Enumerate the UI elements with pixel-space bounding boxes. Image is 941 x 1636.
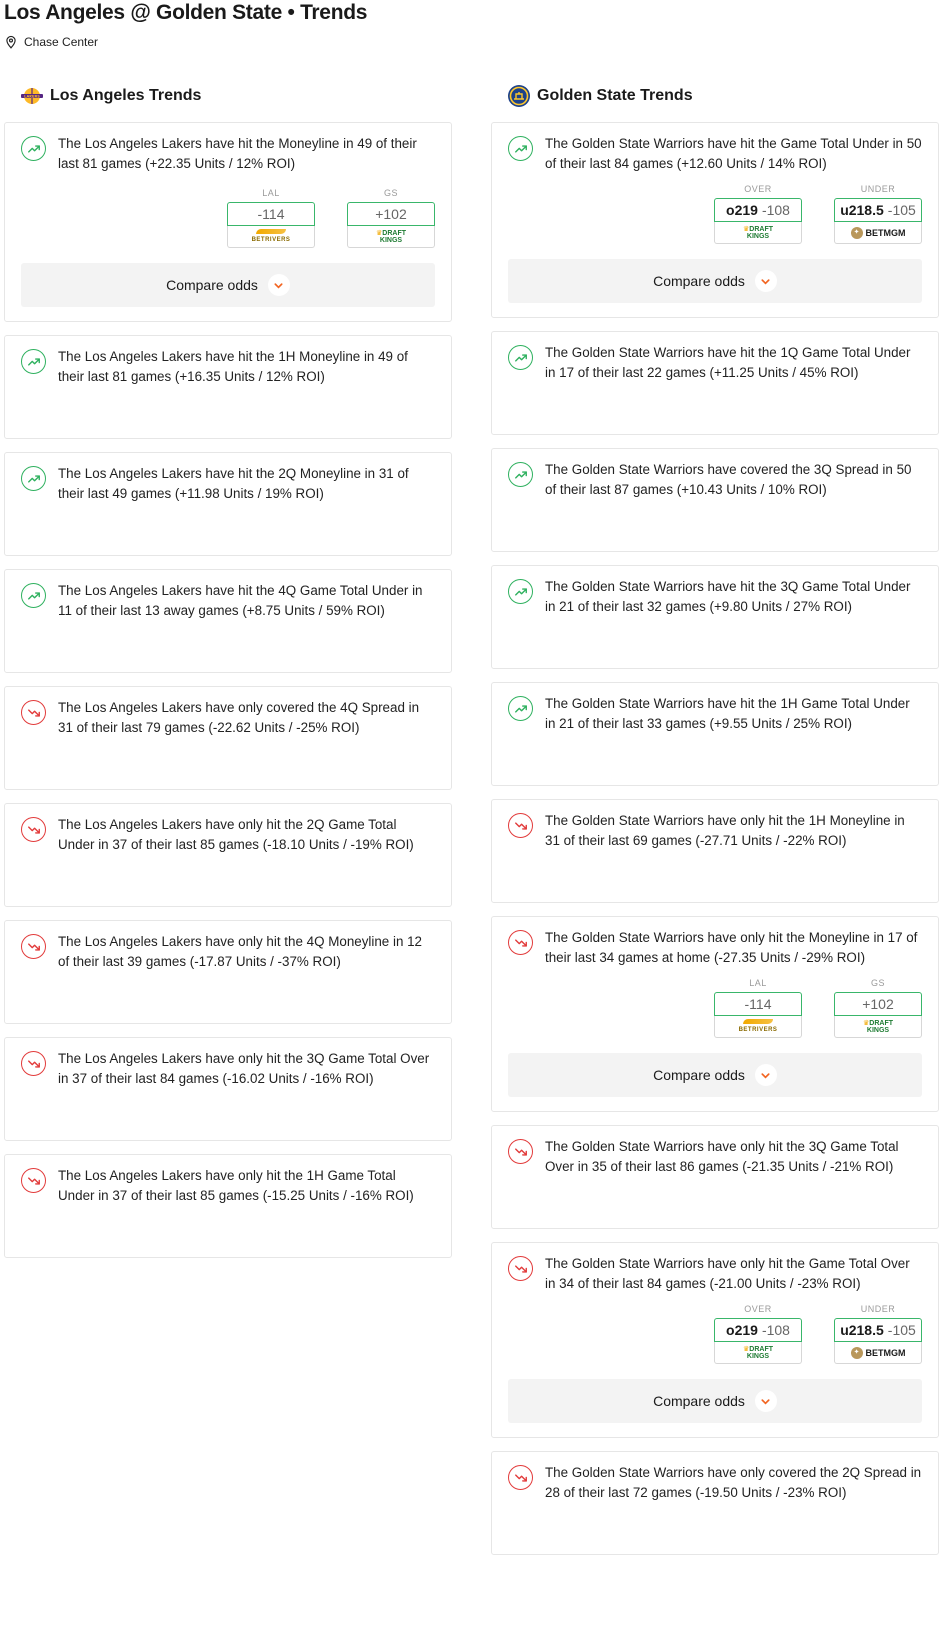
odds-price-button[interactable]: [714, 992, 802, 1016]
odds-option-under[interactable]: [834, 1304, 922, 1364]
odds-option-lal[interactable]: [227, 188, 315, 248]
odds-option-over[interactable]: [714, 184, 802, 244]
odds-row: [21, 188, 435, 248]
book-name-top: DRAFT: [749, 225, 773, 233]
trend-down-icon: [508, 930, 533, 955]
odds-price: +102: [862, 996, 894, 1012]
trend-card: [4, 803, 452, 907]
odds-price-button[interactable]: [834, 1318, 922, 1342]
trend-text: The Golden State Warriors have covered the 3Q Spread in 50 of their last 87 games (+10.43 Units / 10% ROI): [545, 462, 912, 497]
trend-card: [4, 1037, 452, 1141]
trend-card: [4, 452, 452, 556]
trend-card: [491, 448, 939, 552]
warriors-logo-icon: [507, 84, 531, 108]
trend-card: [491, 1125, 939, 1229]
trend-up-icon: [508, 579, 533, 604]
book-name-bottom: KINGS: [746, 1352, 770, 1360]
venue: [4, 35, 367, 49]
page-header: [4, 0, 367, 49]
trend-card: [491, 122, 939, 318]
trend-down-icon: [21, 817, 46, 842]
betrivers-logo-icon: [714, 1016, 802, 1038]
odds-line: u218.5: [840, 202, 884, 218]
trend-text: The Golden State Warriors have only covered the 2Q Spread in 28 of their last 72 games (-19.50 Units / -23% ROI): [545, 1465, 922, 1500]
trend-card: [4, 122, 452, 322]
column-title: Golden State Trends: [537, 87, 693, 104]
trend-down-icon: [508, 1465, 533, 1490]
trend-text: The Golden State Warriors have only hit the 1H Moneyline in 31 of their last 69 games (-27.71 Units / -22% ROI): [545, 813, 905, 848]
odds-price-button[interactable]: [834, 198, 922, 222]
trend-card: [4, 335, 452, 439]
odds-line: o219: [726, 1322, 758, 1338]
compare-odds-label: Compare odds: [653, 1393, 745, 1409]
odds-price-button[interactable]: [227, 202, 315, 226]
trend-text: The Los Angeles Lakers have only hit the 2Q Game Total Under in 37 of their last 85 games (-18.10 Units / -19% ROI): [58, 817, 414, 852]
book-name: BETMGM: [865, 227, 906, 238]
page-title: Los Angeles @ Golden State • Trends: [4, 1, 368, 24]
chevron-down-icon: [755, 1064, 777, 1086]
trend-card: [491, 799, 939, 903]
odds-row: [508, 1304, 922, 1364]
book-name-bottom: KINGS: [379, 236, 403, 244]
lakers-logo-icon: [20, 84, 44, 108]
trend-up-icon: [21, 466, 46, 491]
compare-odds-button[interactable]: [508, 1379, 922, 1423]
odds-price: -114: [257, 206, 285, 222]
trend-text: The Los Angeles Lakers have only hit the 4Q Moneyline in 12 of their last 39 games (-17.87 Units / -37% ROI): [58, 934, 423, 969]
trend-up-icon: [21, 136, 46, 161]
odds-label: GS: [383, 188, 398, 198]
column-title: Los Angeles Trends: [50, 87, 202, 104]
trend-card: [4, 686, 452, 790]
book-name-top: DRAFT: [869, 1019, 893, 1027]
trend-down-icon: [508, 1139, 533, 1164]
draftkings-logo-icon: ♛DRAFT KINGS: [347, 226, 435, 248]
book-name-bottom: KINGS: [746, 232, 770, 240]
trend-up-icon: [21, 583, 46, 608]
draftkings-logo-icon: ♛DRAFT KINGS: [714, 222, 802, 244]
trend-text: The Golden State Warriors have only hit the Game Total Over in 34 of their last 84 games (-21.00 Units / -23% ROI): [545, 1256, 910, 1291]
golden-state-trends-column: [491, 80, 939, 1568]
trend-text: The Golden State Warriors have hit the Game Total Under in 50 of their last 84 games (+12.60 Units / 14% ROI): [545, 136, 922, 171]
odds-price: -114: [744, 996, 772, 1012]
trend-card: [491, 682, 939, 786]
betmgm-logo-icon: ✦ BETMGM: [834, 222, 922, 244]
trend-down-icon: [21, 934, 46, 959]
trend-text: The Golden State Warriors have hit the 1H Game Total Under in 21 of their last 33 games (+9.55 Units / 25% ROI): [545, 696, 910, 731]
chevron-down-icon: [268, 274, 290, 296]
compare-odds-button[interactable]: [508, 259, 922, 303]
trend-card: [491, 331, 939, 435]
venue-name: Chase Center: [24, 35, 99, 49]
odds-price-button[interactable]: [714, 1318, 802, 1342]
trend-text: The Golden State Warriors have only hit the Moneyline in 17 of their last 34 games at home (-27.35 Units / -29% ROI): [545, 930, 918, 965]
trend-text: The Los Angeles Lakers have hit the 2Q Moneyline in 31 of their last 49 games (+11.98 Units / 19% ROI): [58, 466, 409, 501]
trend-text: The Los Angeles Lakers have hit the 1H Moneyline in 49 of their last 81 games (+16.35 Units / 12% ROI): [58, 349, 408, 384]
compare-odds-button[interactable]: [21, 263, 435, 307]
odds-row: [508, 184, 922, 244]
chevron-down-icon: [755, 1390, 777, 1412]
odds-option-under[interactable]: [834, 184, 922, 244]
odds-option-over[interactable]: [714, 1304, 802, 1364]
chevron-down-icon: [755, 270, 777, 292]
trend-down-icon: [21, 700, 46, 725]
odds-label: OVER: [744, 184, 772, 194]
trend-card: [491, 1242, 939, 1438]
compare-odds-label: Compare odds: [166, 277, 258, 293]
compare-odds-label: Compare odds: [653, 1067, 745, 1083]
odds-label: LAL: [262, 188, 280, 198]
draftkings-logo-icon: ♛DRAFT KINGS: [834, 1016, 922, 1038]
odds-label: UNDER: [860, 1304, 896, 1314]
book-name-top: DRAFT: [382, 229, 406, 237]
odds-label: LAL: [749, 978, 767, 988]
trend-down-icon: [21, 1168, 46, 1193]
odds-line: u218.5: [840, 1322, 884, 1338]
odds-price: -105: [887, 1322, 916, 1338]
book-name: BETRIVERS: [738, 1027, 778, 1033]
odds-row: [508, 978, 922, 1038]
compare-odds-button[interactable]: [508, 1053, 922, 1097]
location-pin-icon: [4, 35, 18, 49]
odds-line: o219: [726, 202, 758, 218]
trend-card: [4, 1154, 452, 1258]
trend-text: The Los Angeles Lakers have hit the Moneyline in 49 of their last 81 games (+22.35 Units / 12% ROI): [58, 136, 417, 171]
trend-card: [491, 565, 939, 669]
odds-price-button[interactable]: [834, 992, 922, 1016]
los-angeles-trends-column: [4, 80, 452, 1271]
book-name: BETRIVERS: [251, 237, 291, 243]
odds-price: -108: [761, 1322, 790, 1338]
trend-text: The Los Angeles Lakers have only hit the 1H Game Total Under in 37 of their last 85 games (-15.25 Units / -16% ROI): [58, 1168, 414, 1203]
odds-label: OVER: [744, 1304, 772, 1314]
odds-price: -105: [887, 202, 916, 218]
book-name: BETMGM: [865, 1347, 906, 1358]
trend-text: The Golden State Warriors have hit the 3Q Game Total Under in 21 of their last 32 games (+9.80 Units / 27% ROI): [545, 579, 911, 614]
trend-text: The Golden State Warriors have only hit the 3Q Game Total Over in 35 of their last 86 games (-21.35 Units / -21% ROI): [545, 1139, 899, 1174]
odds-price-button[interactable]: [347, 202, 435, 226]
odds-option-lal[interactable]: [714, 978, 802, 1038]
trend-down-icon: [21, 1051, 46, 1076]
trend-text: The Golden State Warriors have hit the 1Q Game Total Under in 17 of their last 22 games (+11.25 Units / 45% ROI): [545, 345, 911, 380]
trend-up-icon: [508, 345, 533, 370]
draftkings-logo-icon: ♛DRAFT KINGS: [714, 1342, 802, 1364]
column-header: [491, 80, 939, 112]
compare-odds-label: Compare odds: [653, 273, 745, 289]
book-name-bottom: KINGS: [866, 1026, 890, 1034]
trend-text: The Los Angeles Lakers have only covered the 4Q Spread in 31 of their last 79 games (-22.62 Units / -25% ROI): [58, 700, 420, 735]
betmgm-logo-icon: ✦ BETMGM: [834, 1342, 922, 1364]
book-name-top: DRAFT: [749, 1345, 773, 1353]
trend-down-icon: [508, 1256, 533, 1281]
trend-up-icon: [21, 349, 46, 374]
trend-card: [4, 569, 452, 673]
trend-down-icon: [508, 813, 533, 838]
trend-text: The Los Angeles Lakers have hit the 4Q Game Total Under in 11 of their last 13 away games (+8.75 Units / 59% ROI): [58, 583, 423, 618]
odds-option-gs[interactable]: [347, 188, 435, 248]
odds-price: +102: [375, 206, 407, 222]
odds-price: -108: [761, 202, 790, 218]
column-header: [4, 80, 452, 112]
trend-card: [4, 920, 452, 1024]
odds-option-gs[interactable]: [834, 978, 922, 1038]
svg-text:LAKERS: LAKERS: [24, 94, 40, 99]
trend-up-icon: [508, 136, 533, 161]
trend-up-icon: [508, 462, 533, 487]
odds-label: UNDER: [860, 184, 896, 194]
betrivers-logo-icon: [227, 226, 315, 248]
trend-text: The Los Angeles Lakers have only hit the 3Q Game Total Over in 37 of their last 84 games (-16.02 Units / -16% ROI): [58, 1051, 430, 1086]
odds-label: GS: [870, 978, 885, 988]
trend-card: [491, 916, 939, 1112]
odds-price-button[interactable]: [714, 198, 802, 222]
trend-up-icon: [508, 696, 533, 721]
trend-card: [491, 1451, 939, 1555]
